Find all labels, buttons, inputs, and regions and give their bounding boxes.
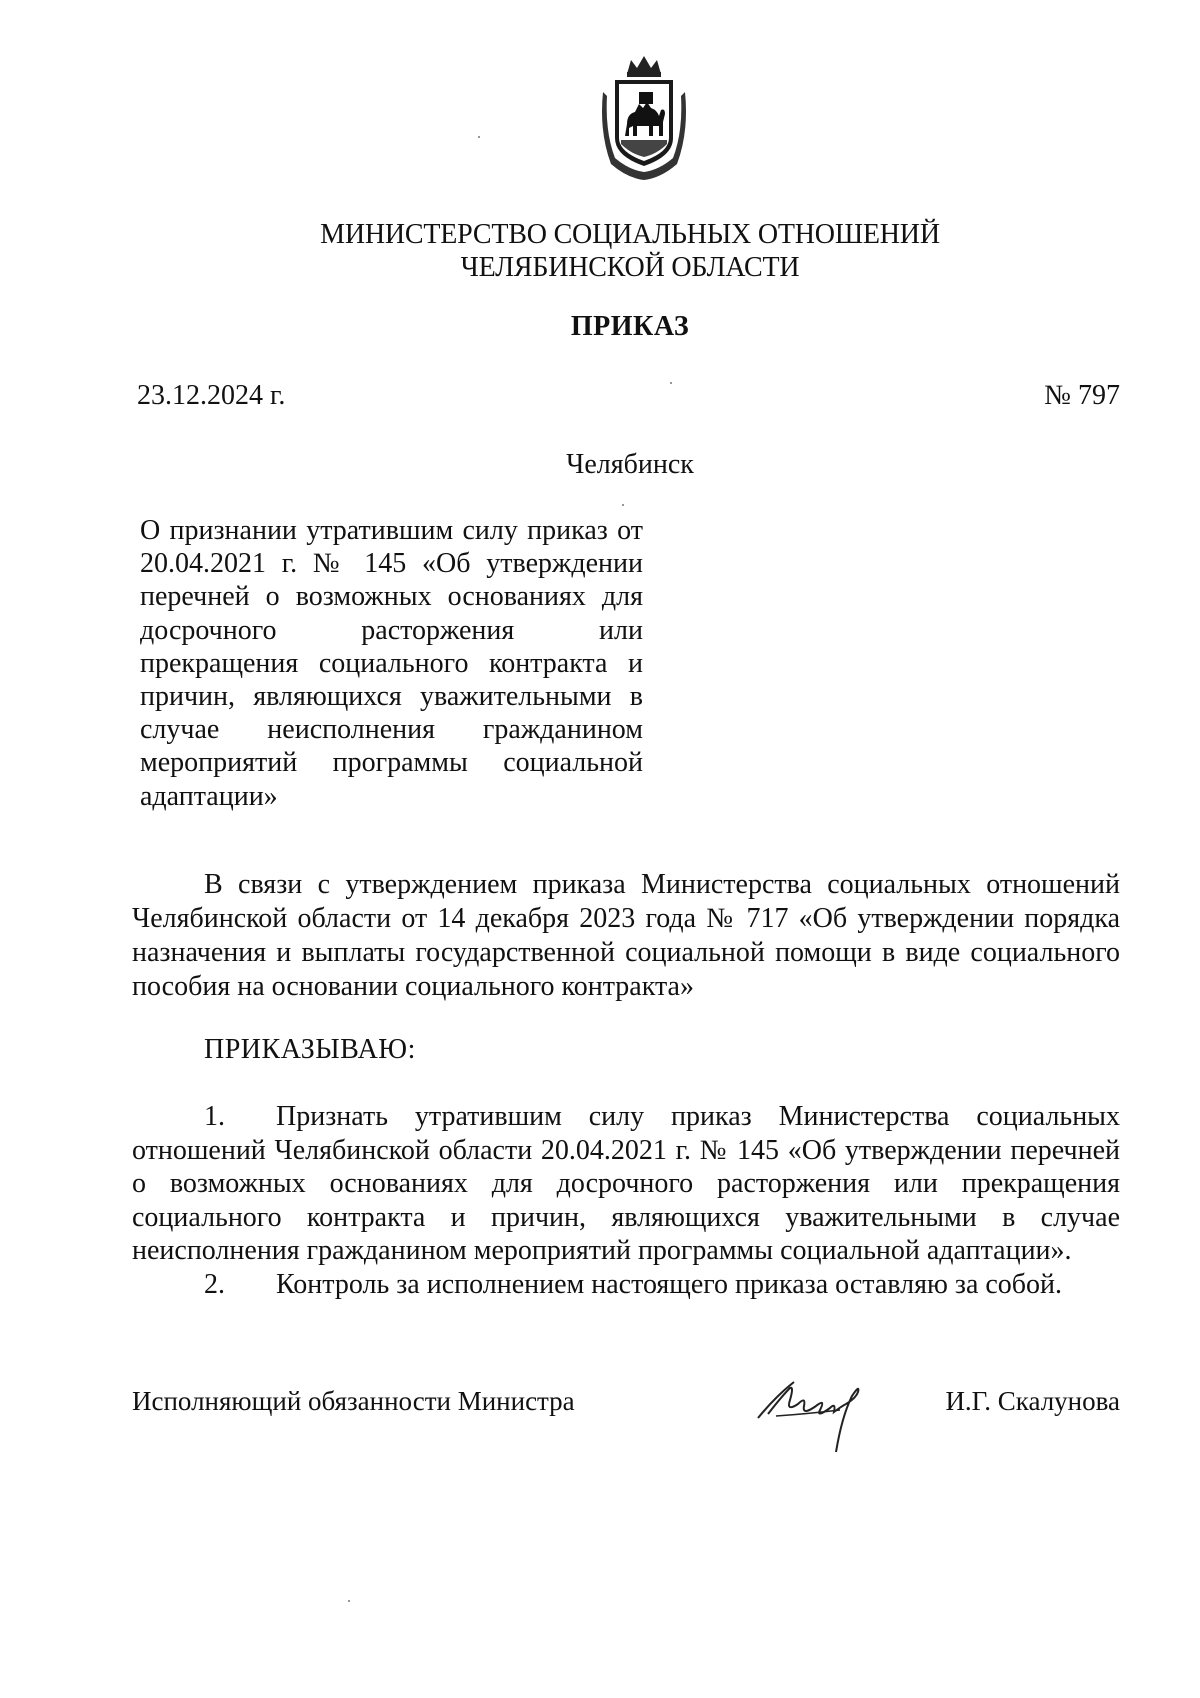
coat-of-arms-emblem xyxy=(597,52,691,184)
signatory-position: Исполняющий обязанности Министра xyxy=(132,1386,575,1416)
order-item-text: Признать утратившим силу приказ Министерства социальных отношений Челябинской области 20.04.2021 г. № 145 «Об утверждении перечней о возможных основаниях для досрочного расторжения или прекращения социального контракта и причин, являющихся уважительными в случае неисполнения гражданином мероприятий программы социальной адаптации». xyxy=(132,1101,1120,1266)
scan-speck xyxy=(622,504,624,506)
handwritten-signature xyxy=(746,1356,926,1456)
order-directive: ПРИКАЗЫВАЮ: xyxy=(204,1034,416,1065)
order-number: № 797 xyxy=(1044,380,1120,411)
scan-speck xyxy=(478,136,480,138)
order-item-number: 1. xyxy=(204,1101,225,1132)
order-item-1 xyxy=(132,1100,1120,1268)
scan-speck xyxy=(670,382,672,384)
order-items xyxy=(132,1100,1120,1301)
order-date: 23.12.2024 г. xyxy=(137,380,286,411)
ministry-name-line-2: ЧЕЛЯБИНСКОЙ ОБЛАСТИ xyxy=(460,252,800,283)
ministry-name-line-1: МИНИСТЕРСТВО СОЦИАЛЬНЫХ ОТНОШЕНИЙ xyxy=(320,219,940,250)
order-item-text: Контроль за исполнением настоящего приказа оставляю за собой. xyxy=(276,1268,1063,1300)
order-subject: О признании утратившим силу приказ от 20.04.2021 г. № 145 «Об утверждении перечней о возможных основаниях для досрочного расторжения или прекращения социального контракта и причин, являющихся уважительными в случае неисполнения гражданином мероприятий программы социальной адаптации» xyxy=(140,515,643,812)
signatory-name: И.Г. Скалунова xyxy=(945,1386,1120,1416)
order-item-2 xyxy=(132,1268,1120,1302)
order-item-number: 2. xyxy=(204,1268,225,1300)
city-name: Челябинск xyxy=(566,449,694,480)
ministry-name xyxy=(200,218,1060,284)
document-type-title: ПРИКАЗ xyxy=(570,311,690,342)
preamble-paragraph: В связи с утверждением приказа Министерства социальных отношений Челябинской области от 14 декабря 2023 года № 717 «Об утверждении порядка назначения и выплаты государственной социальной помощи в виде социального пособия на основании социального контракта» xyxy=(132,869,1120,1002)
scan-speck xyxy=(348,1600,350,1602)
